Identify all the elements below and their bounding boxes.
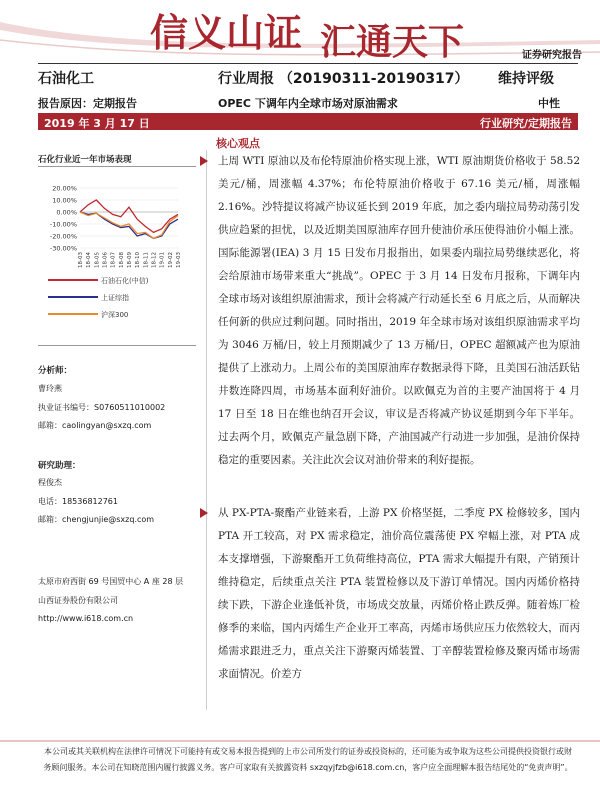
paragraph-2 <box>218 502 580 686</box>
assistant-email[interactable]: 邮箱：chengjunjie@sxzq.com <box>38 515 155 524</box>
x-tick-label: 18-12 <box>151 252 158 268</box>
rating-value: 中性 <box>538 97 560 110</box>
divider-top <box>38 63 578 64</box>
disclaimer <box>38 744 578 776</box>
x-tick-label: 19-02 <box>167 252 174 268</box>
report-reason: 报告原因：定期报告 <box>38 97 137 110</box>
x-tick-label: 18-03 <box>78 252 84 268</box>
sector-name: 石油化工 <box>38 71 94 87</box>
x-tick-label: 19-03 <box>176 252 182 268</box>
core-view-title: 核心观点 <box>216 137 260 150</box>
y-tick-label: 10.00% <box>52 196 77 205</box>
bullet-triangle-icon <box>200 508 208 518</box>
x-tick-label: 18-06 <box>102 252 109 268</box>
paragraph-1-text: 上周 WTI 原油以及布伦特原油价格实现上涨，WTI 原油期货价格收于 58.52 美元/桶，周涨幅 4.37%；布伦特原油价格收于 67.16 美元/桶，周涨幅 2.16%。沙特提议将减产协议延长到 2019 年底，加之委内瑞拉局势动荡引发供应趋紧的担忧，以及近期美国原油库存回升使油价承压使得油价小幅上涨。国际能源署(IEA) 3 月 15 日发布月报指出，如果委内瑞拉局势继续恶化，将会给原油市场带来重大“挑战”。OPEC 于 3 月 14 日发布月报称，下调年内全球市场对该组织原油需求，预计会将减产行动延长至 6 月底之后，从而解决任何新的供应过剩问题。同时指出，2019 年全球市场对该组织原油需求平均为 3046 万桶/日，较上月预期减少了 13 万桶/日，OPEC 超额减产也为原油提供了上涨动力。上周公布的美国原油库存数据录得下降，且美国石油活跃钻井数连降四周，市场基本面利好油价。以欧佩克为首的主要产油国将于 4 月 17 日至 18 日在维也纳召开会议，审议是否将减产协议延期到今年下半年。过去两个月，欧佩克产量急剧下降，产油国减产行动进一步加强，是油价保持稳定的重要因素。关注此次会议对油价带来的利好提振。 <box>218 155 580 466</box>
analyst-cert: 执业证书编号：S0760511010002 <box>38 403 166 412</box>
analyst-email[interactable]: 邮箱：caolingyan@sxzq.com <box>38 421 152 430</box>
company-name: 山西证券股份有限公司 <box>38 596 118 605</box>
series-line <box>80 200 178 232</box>
sidebar-divider <box>38 345 196 346</box>
x-tick-label: 18-09 <box>127 252 133 268</box>
x-tick-label: 18-08 <box>118 252 125 268</box>
brand-left: 信义山证 <box>150 10 303 55</box>
series-line <box>80 212 178 238</box>
paragraph-1 <box>218 150 580 472</box>
assistant-name: 程俊杰 <box>38 478 62 487</box>
report-headline: OPEC 下调年内全球市场对原油需求 <box>218 97 398 110</box>
y-tick-label: 20.00% <box>52 184 77 193</box>
report-date: 2019 年 3 月 17 日 <box>44 117 150 130</box>
company-address: 太原市府西街 69 号国贸中心 A 座 28 层 <box>38 577 184 586</box>
disclaimer-line-1: 本公司或其关联机构在法律许可情况下可能持有或交易本报告提到的上市公司所发行的证券或投资标的，还可能为或争取为这些公司提供投资银行或财 <box>44 747 572 756</box>
disclaimer-line-2: 务顾问服务。本公司在知晓范围内履行披露义务。客户可家取有关披露资料 sxzqyjfzb@i618.com.cn，客户应全面理解本报告结尾处的“免责声明”。 <box>43 763 573 772</box>
header-banner <box>0 0 600 62</box>
chart-title: 石化行业近一年市场表现 <box>38 155 132 165</box>
paragraph-2-text: 从 PX-PTA-聚酯产业链来看，上游 PX 价格坚挺，二季度 PX 检修较多，国内 PTA 开工较高，对 PX 需求稳定，油价高位震荡使 PX 窄幅上涨，对 PTA 成本支撑增强，下游聚酯开工负荷维持高位，PTA 需求大幅提升有限，产销预计维持稳定，后续重点关注 PTA 装置检修以及下游订单情况。国内丙烯价格持续下跌，下游企业逢低补货，市场成交放量，丙烯价格止跌反弹。随着炼厂检修季的来临，国内丙烯生产企业开工率高，丙烯市场供应压力依然较大，而丙烯需求跟进乏力，重点关注下游聚丙烯装置、丁辛醇装置检修及聚丙烯市场需求面情况。价差方 <box>218 507 580 680</box>
bullet-triangle-icon <box>200 156 208 166</box>
sidebar-divider <box>38 166 196 167</box>
market-chart <box>38 180 198 330</box>
x-tick-label: 19-01 <box>159 252 166 268</box>
company-website[interactable]: http://www.i618.com.cn <box>38 614 134 623</box>
y-tick-label: -30.00% <box>49 244 77 253</box>
y-tick-label: 0.00% <box>56 208 77 217</box>
brand-right: 汇通天下 <box>320 21 465 63</box>
x-tick-label: 18-07 <box>110 252 117 268</box>
report-category: 行业研究/定期报告 <box>479 117 572 130</box>
assistant-phone: 电话：18536812761 <box>38 497 118 506</box>
x-tick-label: 18-10 <box>135 252 142 268</box>
legend-label: 石油石化(中信) <box>101 277 149 285</box>
x-tick-label: 18-11 <box>143 252 150 268</box>
analyst-name: 曹玲燕 <box>38 384 62 393</box>
report-kind: 证券研究报告 <box>522 50 582 61</box>
analyst-heading: 分析师： <box>38 366 73 376</box>
y-tick-label: -20.00% <box>49 232 77 241</box>
legend-label: 沪深300 <box>101 311 129 319</box>
x-tick-label: 18-04 <box>86 252 93 268</box>
report-title: 行业周报 （20190311-20190317） <box>218 71 469 87</box>
column-divider <box>206 150 207 710</box>
rating-label: 维持评级 <box>498 71 554 87</box>
date-bar <box>38 113 578 130</box>
footer-rule <box>0 740 600 742</box>
x-tick-label: 18-05 <box>94 252 101 268</box>
assistant-heading: 研究助理： <box>38 461 81 471</box>
y-tick-label: -10.00% <box>49 220 77 229</box>
legend-label: 上证综指 <box>101 294 129 302</box>
